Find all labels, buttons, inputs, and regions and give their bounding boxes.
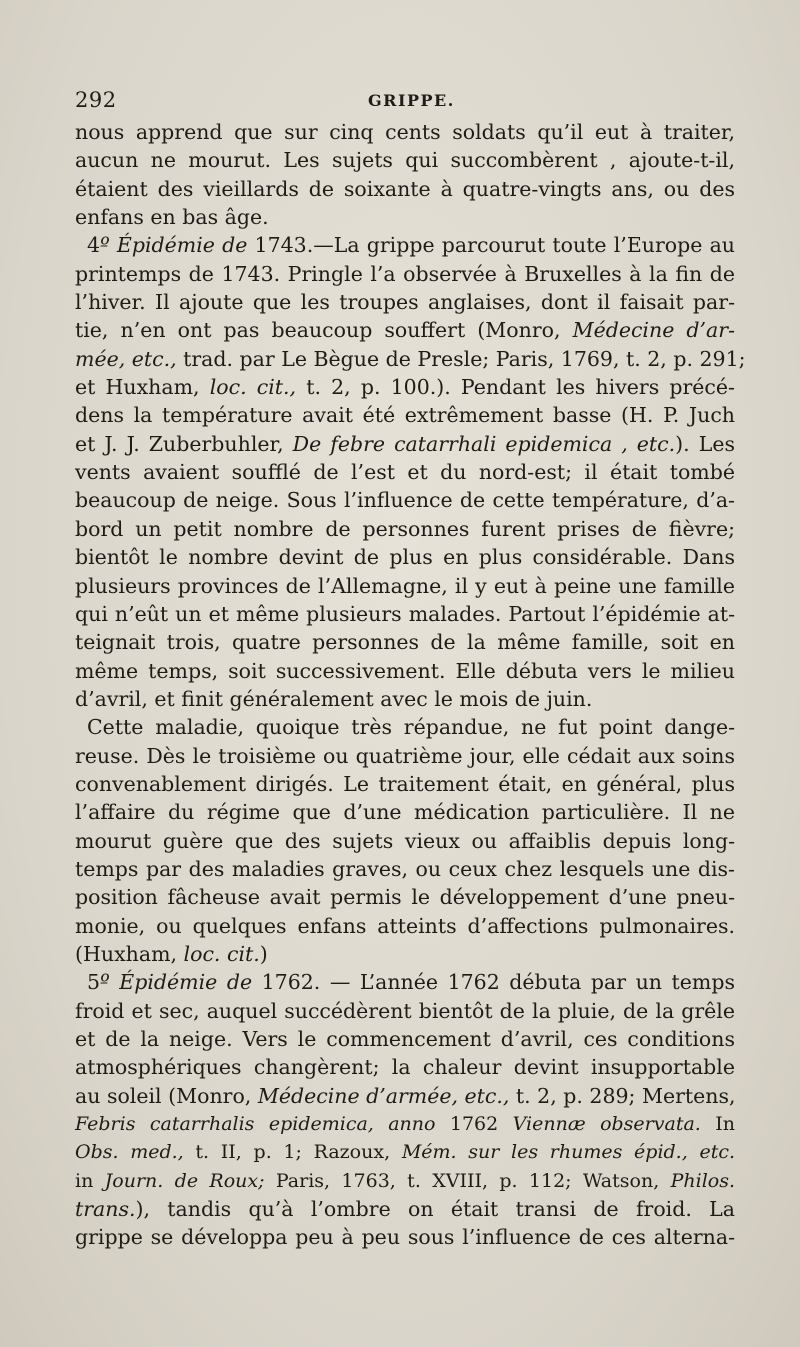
text-line: plusieurs provinces de l’Allemagne, il y eut à peine une famille bbox=[75, 573, 735, 598]
text-segment: et J. J. Zuberbuhler, bbox=[75, 431, 293, 456]
text-line: bientôt le nombre devint de plus en plus considérable. Dans bbox=[75, 545, 735, 570]
text-segment: ). Les bbox=[675, 431, 735, 456]
text-line: et de la neige. Vers le commencement d’avril, ces conditions bbox=[75, 1027, 735, 1051]
text-segment: 1743.—La grippe parcourut toute l’Europe au bbox=[247, 233, 736, 258]
text-line: enfans en bas âge. bbox=[75, 205, 269, 230]
text-line: printemps de 1743. Pringle l’a observée à Bruxelles à la fin de bbox=[75, 261, 735, 286]
text-segment: ), tandis qu’à l’ombre on était transi de froid. La bbox=[135, 1197, 735, 1222]
page-number: 292 bbox=[75, 88, 117, 112]
text-line: froid et sec, auquel succédèrent bientôt de la pluie, de la grêle bbox=[75, 998, 735, 1023]
text-segment: 4 bbox=[87, 233, 101, 258]
text-line: teignait trois, quatre personnes de la même famille, soit en bbox=[75, 630, 735, 655]
text-segment: et Huxham, bbox=[75, 375, 210, 400]
text-line bbox=[75, 231, 735, 259]
italic-text: Médecine d’ar- bbox=[572, 318, 736, 343]
text-line bbox=[75, 940, 735, 968]
text-line: même temps, soit successivement. Elle débuta vers le milieu bbox=[75, 658, 735, 683]
text-line bbox=[75, 345, 746, 373]
text-segment: tie, n’en ont pas beaucoup souffert (Monro, bbox=[75, 318, 573, 343]
text-line bbox=[75, 430, 735, 458]
italic-text: Médecine d’armée, etc., bbox=[257, 1083, 510, 1108]
text-line bbox=[75, 968, 735, 996]
text-line: monie, ou quelques enfans atteints d’affections pulmonaires. bbox=[75, 913, 735, 938]
text-segment: 5 bbox=[87, 970, 101, 995]
text-segment: in bbox=[75, 1169, 105, 1192]
text-line: convenablement dirigés. Le traitement était, en général, plus bbox=[75, 771, 735, 796]
text-line bbox=[75, 1195, 735, 1223]
text-segment: ) bbox=[259, 941, 268, 966]
text-line: Cette maladie, quoique très répandue, ne fut point dange- bbox=[87, 715, 735, 740]
text-line: qui n’eût un et même plusieurs malades. Partout l’épidémie at- bbox=[75, 601, 735, 626]
text-line: beaucoup de neige. Sous l’influence de cette température, d’a- bbox=[75, 488, 735, 513]
italic-text: º Épidémie de bbox=[100, 233, 248, 258]
text-segment: Paris, 1763, t. XVIII, p. 112; Watson, bbox=[264, 1169, 671, 1192]
text-line: nous apprend que sur cinq cents soldats qu’il eut à traiter, bbox=[75, 120, 735, 144]
text-segment: au soleil (Monro, bbox=[75, 1083, 258, 1108]
italic-text: Obs. med., bbox=[75, 1141, 184, 1164]
text-segment: trad. par Le Bègue de Presle; Paris, 1769, t. 2, p. 291; bbox=[176, 346, 746, 371]
italic-text: mée, etc., bbox=[75, 346, 177, 371]
text-line: l’hiver. Il ajoute que les troupes anglaises, dont il faisait par- bbox=[75, 290, 735, 315]
text-segment: 1762 bbox=[435, 1113, 513, 1136]
text-line: vents avaient soufflé de l’est et du nord-est; il était tombé bbox=[75, 460, 735, 485]
text-line: temps par des maladies graves, ou ceux chez lesquels une dis- bbox=[75, 856, 735, 881]
text-line: bord un petit nombre de personnes furent prises de fièvre; bbox=[75, 516, 735, 541]
italic-text: Viennæ observata. bbox=[512, 1113, 701, 1136]
body-text bbox=[75, 118, 746, 1252]
italic-text: loc. cit., bbox=[209, 375, 297, 400]
italic-text: trans. bbox=[75, 1197, 136, 1222]
italic-text: De febre catarrhali epidemica , etc. bbox=[292, 431, 676, 456]
text-segment: In bbox=[700, 1113, 735, 1136]
text-line: mourut guère que des sujets vieux ou affaiblis depuis long- bbox=[75, 828, 735, 853]
text-line: atmosphériques changèrent; la chaleur devint insupportable bbox=[75, 1055, 735, 1080]
italic-text: Mém. sur les rhumes épid., etc. bbox=[401, 1141, 736, 1164]
text-segment: t. 2, p. 100.). Pendant les hivers précé- bbox=[296, 375, 735, 400]
text-segment: t. II, p. 1; Razoux, bbox=[183, 1141, 402, 1164]
text-line: dens la température avait été extrêmement basse (H. P. Juch bbox=[75, 403, 735, 428]
italic-text: Febris catarrhalis epidemica, anno bbox=[75, 1113, 436, 1136]
text-line: grippe se développa peu à peu sous l’influence de ces alterna- bbox=[75, 1225, 735, 1250]
text-line bbox=[75, 316, 735, 344]
text-line: l’affaire du régime que d’une médication particulière. Il ne bbox=[75, 800, 735, 825]
text-line: reuse. Dès le troisième ou quatrième jour, elle cédait aux soins bbox=[75, 743, 735, 768]
text-line: étaient des vieillards de soixante à quatre-vingts ans, ou des bbox=[75, 176, 735, 201]
text-line: d’avril, et finit généralement avec le mois de juin. bbox=[75, 686, 593, 711]
running-title: GRIPPE. bbox=[368, 91, 455, 110]
text-segment: t. 2, p. 289; Mertens, bbox=[509, 1083, 736, 1108]
running-head bbox=[75, 88, 735, 118]
italic-text: Journ. de Roux; bbox=[104, 1169, 265, 1192]
text-line bbox=[75, 1110, 735, 1138]
text-line: position fâcheuse avait permis le développement d’une pneu- bbox=[75, 885, 735, 910]
text-line bbox=[75, 373, 735, 401]
text-line bbox=[75, 1138, 735, 1166]
text-line bbox=[75, 1082, 735, 1110]
text-line: aucun ne mourut. Les sujets qui succombèrent , ajoute-t-il, bbox=[75, 148, 735, 173]
text-segment: (Huxham, bbox=[75, 941, 184, 966]
italic-text: Philos. bbox=[670, 1169, 735, 1192]
italic-text: º Épidémie de bbox=[100, 970, 253, 995]
text-segment: 1762. — L’année 1762 débuta par un temps bbox=[252, 970, 736, 995]
italic-text: loc. cit. bbox=[183, 941, 260, 966]
text-line bbox=[75, 1167, 735, 1195]
